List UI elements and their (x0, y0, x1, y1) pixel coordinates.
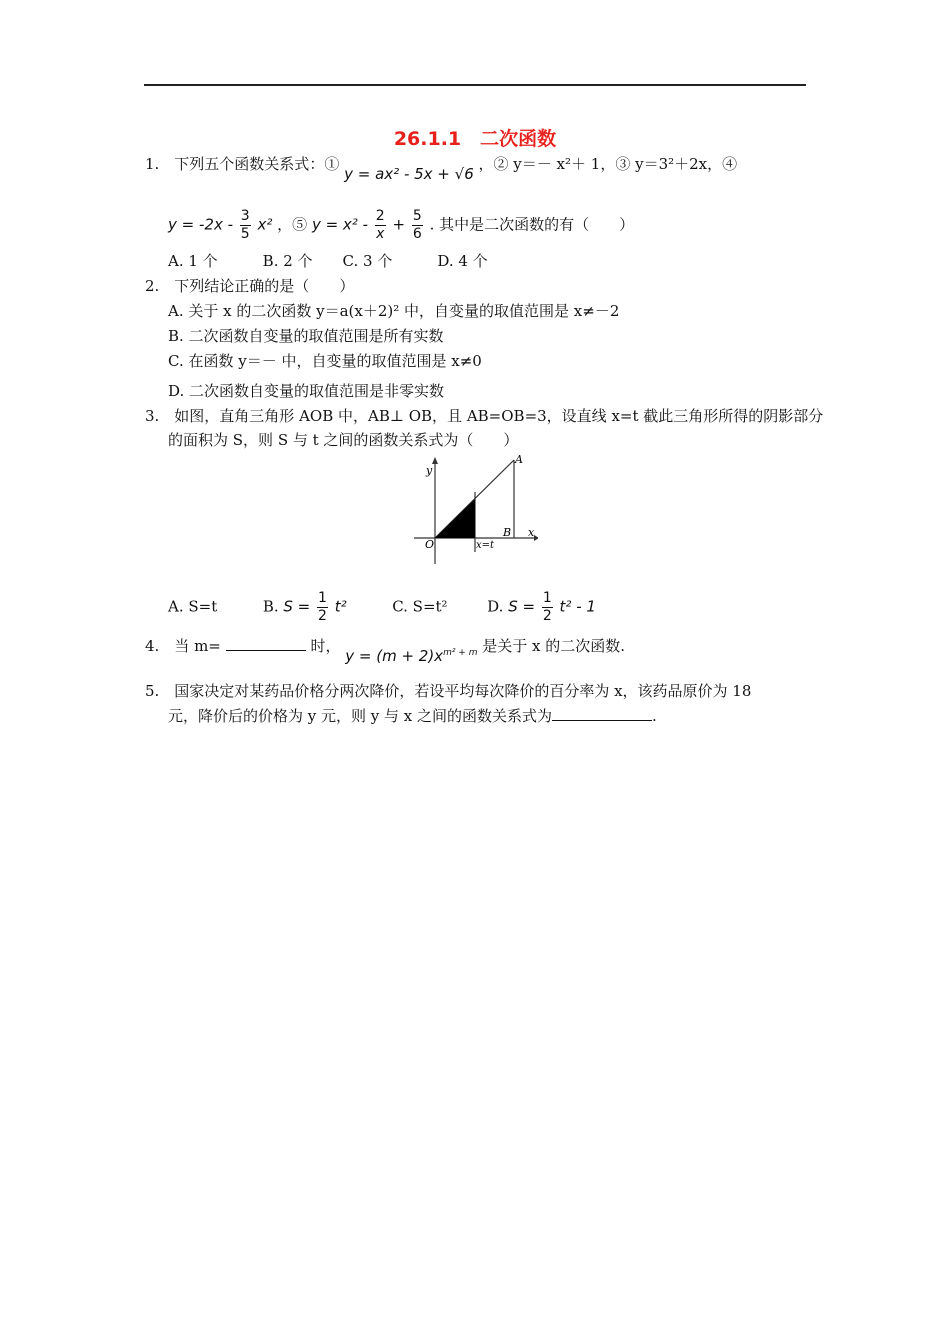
q3-figure (408, 452, 538, 570)
q1-formula5a: y = x² - (311, 215, 369, 234)
q3-option-d-expr: S = (508, 597, 536, 616)
q1-formula2-4: ，② y＝－ x²＋ 1，③ y＝3²＋2x，④ (478, 155, 738, 173)
q4-line (145, 633, 626, 665)
label-x: x (528, 526, 535, 539)
q3-option-b-tail: t² (334, 597, 347, 616)
q1-frac-5-6: $\frac{5}{6}$ (412, 208, 422, 242)
q3-option-b-expr: S = (283, 597, 311, 616)
q3-option-c: C. S=t² (392, 597, 448, 616)
q5-line2: 元，降价后的价格为 y 元，则 y 与 x 之间的函数关系式为 . (168, 707, 657, 725)
q1-formula1: y = ax² - 5x + √6 (344, 165, 474, 183)
q1-item5-label: ，⑤ (277, 215, 308, 234)
label-B: B (503, 526, 512, 539)
q3-stem-line1: 3. 如图，直角三角形 AOB 中，AB⊥ OB，且 AB=OB=3，设直线 x=t 截此三角形所得的阴影部分 (145, 407, 824, 425)
label-A: A (515, 453, 523, 466)
q1-frac-2-x: $\frac{2}{x}$ (375, 208, 385, 242)
q3-option-d-label: D. (487, 597, 504, 616)
q5-line1: 5. 国家决定对某药品价格分两次降价，若设平均每次降价的百分率为 x，该药品原价为 18 (145, 682, 752, 700)
q3-option-a: A. S=t (168, 597, 218, 616)
q4-tail: 是关于 x 的二次函数. (482, 637, 626, 655)
q3-option-d-tail: t² - 1 (559, 597, 596, 616)
label-y: y (426, 464, 433, 477)
q3-option-b-label: B. (262, 597, 279, 616)
q5-answer-blank[interactable] (552, 720, 652, 721)
q3-option-b-frac: $\frac{1}{2}$ (318, 590, 327, 624)
header-rule (144, 84, 806, 86)
q2-stem: 2. 下列结论正确的是（ ） (145, 277, 355, 295)
q1-line1 (145, 154, 738, 183)
q1-tail: . 其中是二次函数的有（ ） (429, 215, 635, 234)
q1-line2: y = -2x - $\frac{3}{5}$ x² ，⑤ y = x² - $\frac{2}{x}$ + $\frac{5}{6}$ . 其中是二次函数的有（ ） (168, 208, 635, 242)
q2-option-d: D. 二次函数自变量的取值范围是非零实数 (168, 382, 445, 400)
q3-options (168, 590, 596, 625)
q2-option-c: C. 在函数 y＝－ 中，自变量的取值范围是 x≠0 (168, 352, 482, 370)
q1-lead: 1. 下列五个函数关系式：① (145, 155, 340, 173)
q1-formula4a: y = -2x - (168, 215, 233, 234)
q3-option-d-frac: $\frac{1}{2}$ (542, 590, 552, 624)
q4-expression: $y = (m + 2)x^{m^2 + m}$ (345, 647, 478, 665)
q1-options: A. 1 个 B. 2 个 C. 3 个 D. 4 个 (168, 252, 488, 270)
q2-option-b: B. 二次函数自变量的取值范围是所有实数 (168, 327, 444, 345)
q2-option-a: A. 关于 x 的二次函数 y＝a(x＋2)² 中，自变量的取值范围是 x≠－2 (168, 302, 620, 320)
q1-frac-3-5: $\frac{3}{5}$ (240, 208, 250, 242)
q3-stem-line2: 的面积为 S，则 S 与 t 之间的函数关系式为（ ） (168, 431, 519, 449)
page-title: 26.1.1 二次函数 (393, 128, 557, 150)
q4-exponent: m² + m (443, 648, 478, 658)
q4-lead: 4. 当 m= (145, 637, 221, 655)
q1-formula4b: x² (257, 215, 273, 234)
q4-mid: 时， (310, 637, 341, 655)
label-x-equals-t: x=t (476, 540, 495, 551)
label-O: O (425, 538, 435, 551)
q4-answer-blank[interactable] (226, 650, 306, 651)
